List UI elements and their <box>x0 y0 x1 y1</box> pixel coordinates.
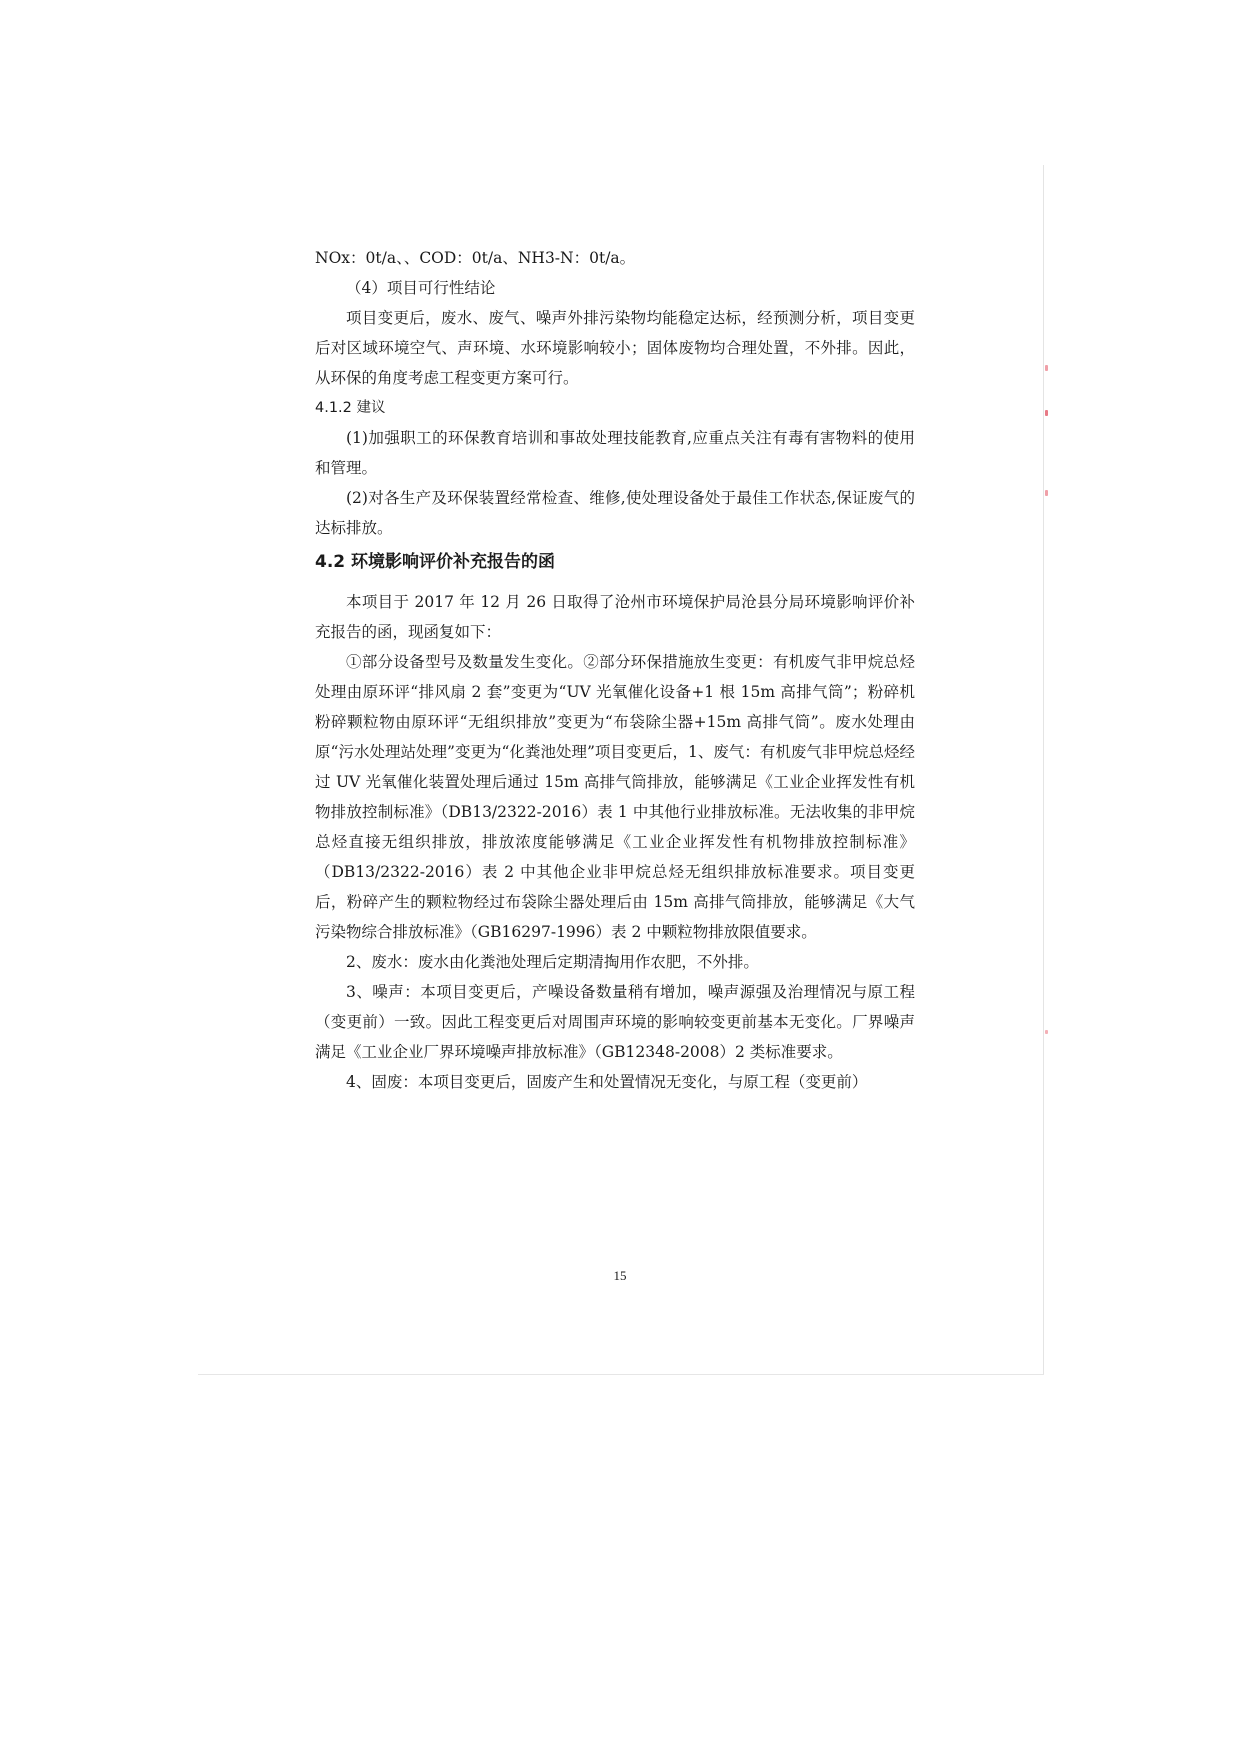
scan-speck <box>1045 410 1048 416</box>
scan-speck <box>1045 365 1048 371</box>
page-number: 15 <box>613 1268 627 1283</box>
body-paragraph: 4、固废：本项目变更后，固废产生和处置情况无变化，与原工程（变更前） <box>346 1073 868 1091</box>
section-title: 4.2 环境影响评价补充报告的函 <box>315 552 556 572</box>
page-edge-bottom <box>198 1374 1044 1375</box>
feasibility-paragraph: 项目变更后，废水、废气、噪声外排污染物均能稳定达标，经预测分析，项目变更后对区域环境空气、声环境、水环境影响较小；固体废物均合理处置，不外排。因此，从环保的角度考虑工程变更方案可行。 <box>315 309 915 387</box>
emissions-line: NOx：0t/a、、COD：0t/a、NH3-N：0t/a。 <box>315 249 636 267</box>
scan-speck <box>1045 490 1048 496</box>
feasibility-heading: （4）项目可行性结论 <box>346 279 496 297</box>
document-body <box>315 243 915 1097</box>
body-paragraph: 2、废水：废水由化粪池处理后定期清掏用作农肥，不外排。 <box>346 953 759 971</box>
subsection-title: 4.1.2 建议 <box>315 400 386 416</box>
scan-speck <box>1045 1030 1048 1034</box>
suggestion-item: (1)加强职工的环保教育培训和事故处理技能教育,应重点关注有毒有害物料的使用和管理。 <box>315 429 915 477</box>
suggestion-item: (2)对各生产及环保装置经常检查、维修,使处理设备处于最佳工作状态,保证废气的达标排放。 <box>315 489 915 537</box>
body-paragraph: 3、噪声：本项目变更后，产噪设备数量稍有增加，噪声源强及治理情况与原工程（变更前）一致。因此工程变更后对周围声环境的影响较变更前基本无变化。厂界噪声满足《工业企业厂界环境噪声排放标准》（GB12348-2008）2 类标准要求。 <box>315 983 915 1061</box>
body-paragraph: ①部分设备型号及数量发生变化。②部分环保措施放生变更：有机废气非甲烷总烃处理由原环评“排风扇 2 套”变更为“UV 光氧催化设备+1 根 15m 高排气筒”；粉碎机粉碎颗粒物由原环评“无组织排放”变更为“布袋除尘器+15m 高排气筒”。废水处理由原“污水处理站处理”变更为“化粪池处理”项目变更后，1、废气：有机废气非甲烷总烃经过 UV 光氧催化装置处理后通过 15m 高排气筒排放，能够满足《工业企业挥发性有机物排放控制标准》（DB13/2322-2016）表 1 中其他行业排放标准。无法收集的非甲烷总烃直接无组织排放，排放浓度能够满足《工业企业挥发性有机物排放控制标准》（DB13/2322-2016）表 2 中其他企业非甲烷总烃无组织排放标准要求。项目变更后，粉碎产生的颗粒物经过布袋除尘器处理后由 15m 高排气筒排放，能够满足《大气污染物综合排放标准》（GB16297-1996）表 2 中颗粒物排放限值要求。 <box>315 653 915 941</box>
page-edge-right <box>1043 165 1044 1375</box>
body-paragraph: 本项目于 2017 年 12 月 26 日取得了沧州市环境保护局沧县分局环境影响评价补充报告的函，现函复如下： <box>315 593 915 641</box>
